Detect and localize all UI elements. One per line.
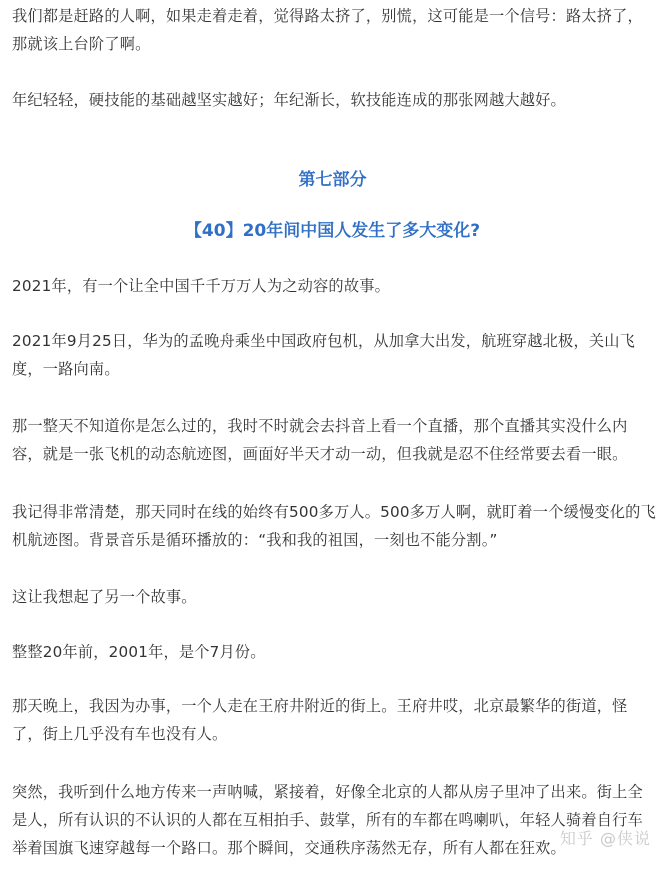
paragraph-5: 这让我想起了另一个故事。: [12, 588, 197, 606]
paragraph-7: 那天晚上，我因为办事，一个人走在王府井附近的街上。王府井哎，北京最繁华的街道，怪了，街上几乎没有车也没有人。: [12, 697, 628, 743]
paragraph-4: 我记得非常清楚，那天同时在线的始终有500多万人。500多万人啊，就盯着一个缓慢变化的飞机航迹图。背景音乐是循环播放的：“我和我的祖国，一刻也不能分割。”: [12, 503, 656, 549]
paragraph-8: 突然，我听到什么地方传来一声呐喊，紧接着，好像全北京的人都从房子里冲了出来。街上全是人，所有认识的不认识的人都在互相拍手、鼓掌，所有的车都在鸣喇叭，年轻人骑着自行车举着国旗飞速穿越每一个路口。那个瞬间，交通秩序荡然无存，所有人都在狂欢。: [12, 783, 643, 857]
paragraph-3: 那一整天不知道你是怎么过的，我时不时就会去抖音上看一个直播，那个直播其实没什么内容，就是一张飞机的动态航迹图，画面好半天才动一动，但我就是忍不住经常要去看一眼。: [12, 417, 628, 463]
zhihu-watermark: 知乎 @侠说: [559, 829, 651, 848]
paragraph-intro-2: 年纪轻轻，硬技能的基础越坚实越好；年纪渐长，软技能连成的那张网越大越好。: [12, 91, 566, 109]
section-title: 第七部分: [298, 170, 367, 190]
paragraph-6: 整整20年前，2001年，是个7月份。: [12, 643, 266, 661]
chapter-title: 【40】20年间中国人发生了多大变化?: [184, 221, 481, 241]
paragraph-1: 2021年，有一个让全中国千千万万人为之动容的故事。: [12, 277, 390, 295]
paragraph-intro-1: 我们都是赶路的人啊，如果走着走着，觉得路太挤了，别慌，这可能是一个信号：路太挤了，那就该上台阶了啊。: [12, 7, 643, 53]
paragraph-2: 2021年9月25日，华为的孟晚舟乘坐中国政府包机，从加拿大出发，航班穿越北极，关山飞度，一路向南。: [12, 332, 635, 378]
